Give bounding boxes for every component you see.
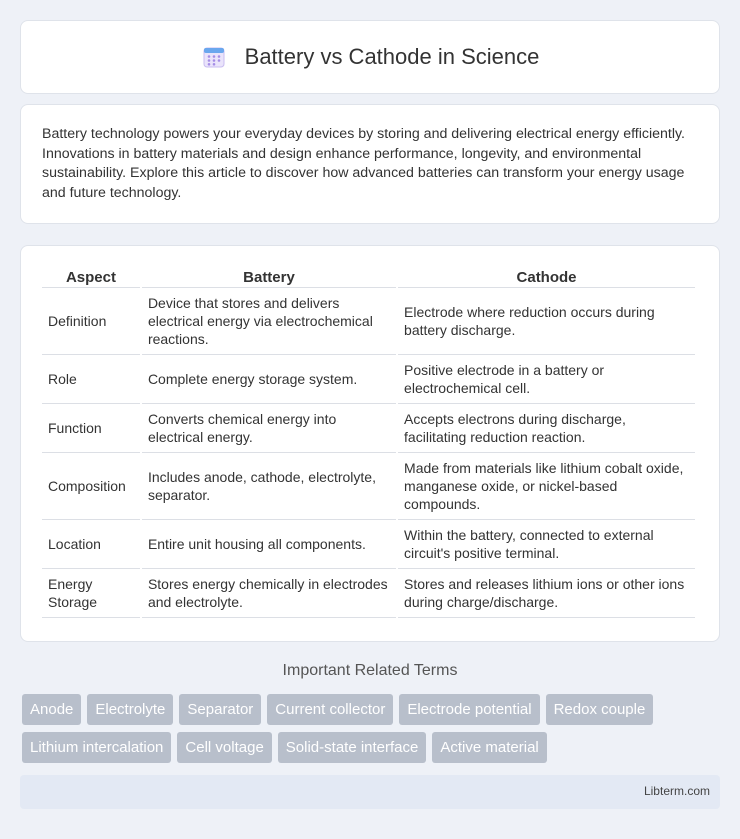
related-terms-title: Important Related Terms	[282, 662, 458, 679]
table-cell: Stores and releases lithium ions or other ions during charge/discharge.	[398, 569, 695, 618]
table-cell: Role	[42, 355, 140, 404]
column-header: Cathode	[398, 266, 695, 288]
term-tag[interactable]: Redox couple	[546, 694, 654, 725]
page-title: Battery vs Cathode in Science	[244, 44, 540, 69]
table-row	[42, 453, 695, 520]
related-terms-list	[22, 694, 722, 763]
footer-site-link[interactable]: Libterm.com	[643, 784, 710, 798]
page-header	[20, 20, 720, 94]
table-header-row	[42, 266, 695, 288]
table-cell: Definition	[42, 288, 140, 355]
table-cell: Energy Storage	[42, 569, 140, 618]
footer	[20, 775, 720, 809]
table-cell: Composition	[42, 453, 140, 520]
term-tag[interactable]: Solid-state interface	[278, 732, 427, 763]
calendar-grid-icon	[201, 44, 227, 70]
table-cell: Within the battery, connected to external circuit's positive terminal.	[398, 520, 695, 569]
table-row	[42, 355, 695, 404]
intro-text: Battery technology powers your everyday devices by storing and delivering electrical energy efficiently. Innovations in battery materials and design enhance performance, longevity, and environmental sustainability. Explore this article to discover how advanced batteries can transform your energy usage and future technology.	[42, 126, 685, 201]
table-cell: Made from materials like lithium cobalt oxide, manganese oxide, or nickel-based compounds.	[398, 453, 695, 520]
table-row	[42, 288, 695, 355]
table-cell: Converts chemical energy into electrical energy.	[142, 404, 396, 453]
term-tag[interactable]: Anode	[22, 694, 81, 725]
comparison-table	[40, 266, 697, 618]
table-cell: Electrode where reduction occurs during battery discharge.	[398, 288, 695, 355]
comparison-table-card	[20, 245, 720, 642]
term-tag[interactable]: Cell voltage	[177, 732, 271, 763]
column-header: Battery	[142, 266, 396, 288]
term-tag[interactable]: Electrolyte	[87, 694, 173, 725]
table-cell: Location	[42, 520, 140, 569]
term-tag[interactable]: Active material	[432, 732, 546, 763]
table-row	[42, 404, 695, 453]
column-header: Aspect	[42, 266, 140, 288]
table-row	[42, 520, 695, 569]
table-cell: Entire unit housing all components.	[142, 520, 396, 569]
table-cell: Device that stores and delivers electrical energy via electrochemical reactions.	[142, 288, 396, 355]
table-cell: Complete energy storage system.	[142, 355, 396, 404]
table-cell: Includes anode, cathode, electrolyte, separator.	[142, 453, 396, 520]
table-cell: Stores energy chemically in electrodes and electrolyte.	[142, 569, 396, 618]
table-row	[42, 569, 695, 618]
table-cell: Function	[42, 404, 140, 453]
table-cell: Accepts electrons during discharge, facilitating reduction reaction.	[398, 404, 695, 453]
term-tag[interactable]: Current collector	[267, 694, 393, 725]
term-tag[interactable]: Separator	[179, 694, 261, 725]
term-tag[interactable]: Lithium intercalation	[22, 732, 171, 763]
term-tag[interactable]: Electrode potential	[399, 694, 539, 725]
intro-section	[20, 104, 720, 224]
table-cell: Positive electrode in a battery or electrochemical cell.	[398, 355, 695, 404]
